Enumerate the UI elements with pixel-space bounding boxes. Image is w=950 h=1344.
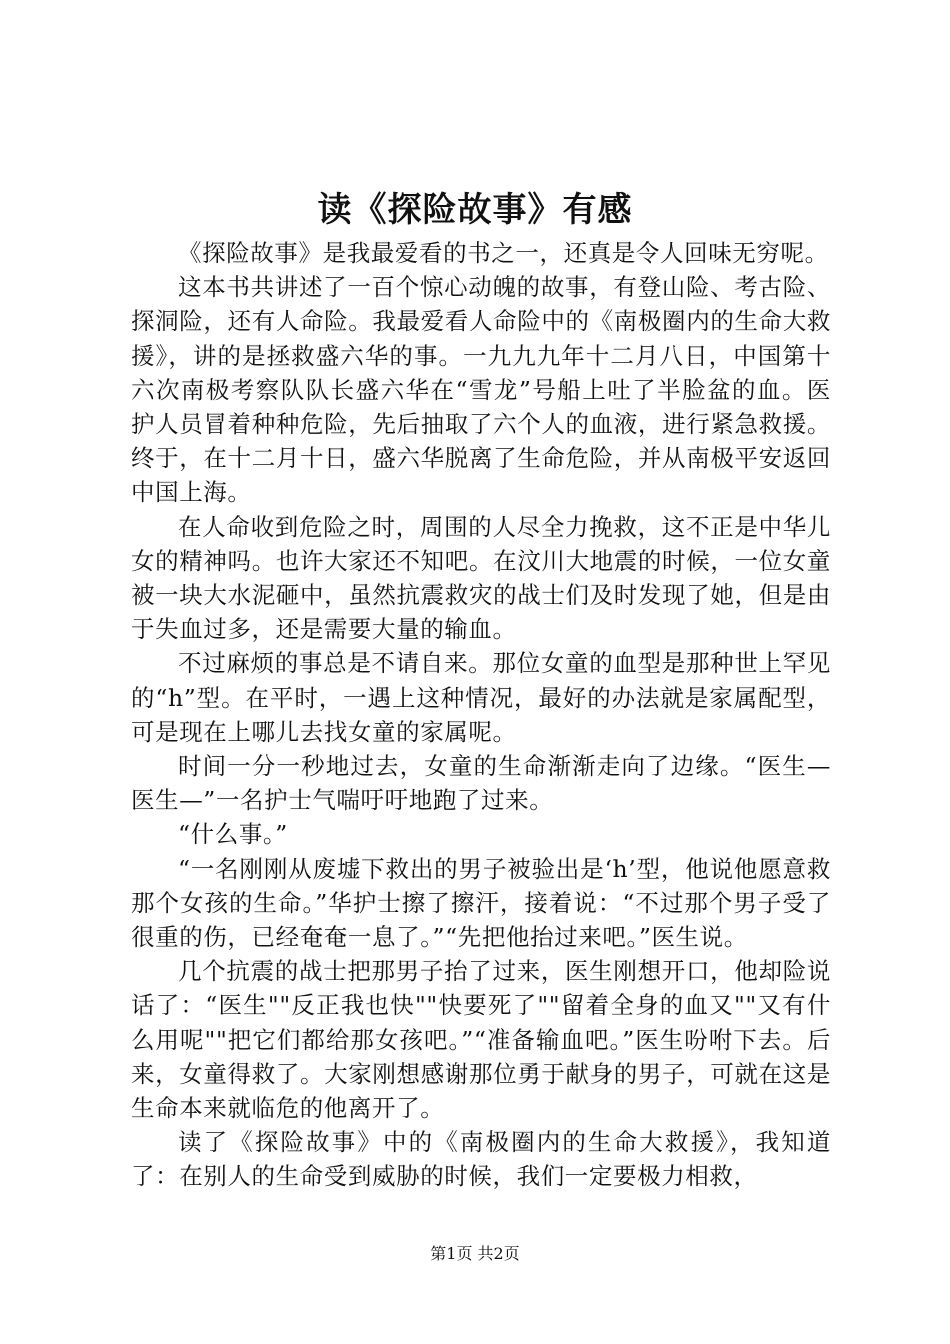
paragraph: 在人命收到危险之时，周围的人尽全力挽救，这不正是中华儿女的精神吗。也许大家还不知吧。在汶川大地震的时候，一位女童被一块大水泥砸中，虽然抗震救灾的战士们及时发现了她，但是由于失血过多，还是需要大量的输血。 xyxy=(131,512,831,644)
paragraph: “什么事。” xyxy=(178,820,288,849)
paragraph: 《探险故事》是我最爱看的书之一，还真是令人回味无穷呢。 xyxy=(178,239,829,267)
document-body xyxy=(131,236,831,1194)
paragraph: 不过麻烦的事总是不请自来。那位女童的血型是那种世上罕见的“h”型。在平时，一遇上这种情况，最好的办法就是家属配型，可是现在上哪儿去找女童的家属呢。 xyxy=(131,649,831,746)
paragraph: 这本书共讲述了一百个惊心动魄的故事，有登山险、考古险、探洞险，还有人命险。我最爱看人命险中的《南极圈内的生命大救援》，讲的是拯救盛六华的事。一九九九年十二月八日，中国第十六次南极考察队队长盛六华在“雪龙”号船上吐了半脸盆的血。医护人员冒着种种危险，先后抽取了六个人的血液，进行紧急救援。终于，在十二月十日，盛六华脱离了生命危险，并从南极平安返回中国上海。 xyxy=(131,273,831,507)
document-title: 读《探险故事》有感 xyxy=(317,190,633,230)
page-number-footer: 第1页 共2页 xyxy=(430,1244,520,1263)
paragraph: “一名刚刚从废墟下救出的男子被验出是‘h’型，他说他愿意救那个女孩的生命。”华护士擦了擦汗，接着说：“不过那个男子受了很重的伤，已经奄奄一息了。”“先把他抬过来吧。”医生说。 xyxy=(131,854,831,952)
paragraph: 时间一分一秒地过去，女童的生命渐渐走向了边缘。“医生—医生—”一名护士气喘吁吁地跑了过来。 xyxy=(131,752,831,815)
paragraph: 读了《探险故事》中的《南极圈内的生命大救援》，我知道了：在别人的生命受到威胁的时候，我们一定要极力相救， xyxy=(131,1128,831,1191)
paragraph: 几个抗震的战士把那男子抬了过来，医生刚想开口，他却险说话了：“医生""反正我也快""快要死了""留着全身的血又""又有什么用呢""把它们都给那女孩吧。”“准备输血吧。”医生吩咐下去。后来，女童得救了。大家刚想感谢那位勇于献身的男子，可就在这是生命本来就临危的他离开了。 xyxy=(131,957,831,1123)
